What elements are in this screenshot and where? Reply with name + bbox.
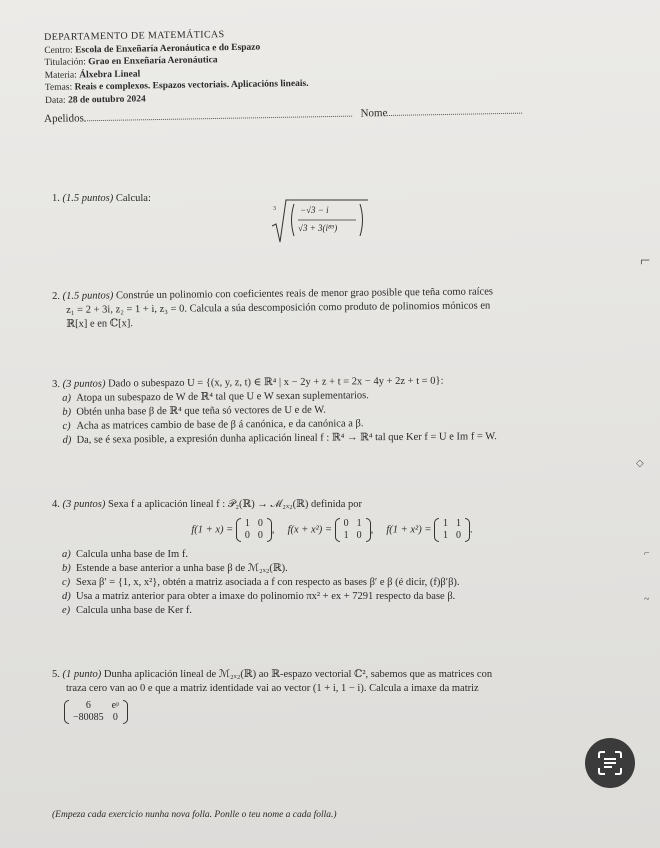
document-scan-button[interactable]	[585, 738, 635, 788]
date: 28 de outubro 2024	[67, 93, 146, 106]
fraction-denominator: √3 + 3(i⁸⁹)	[298, 223, 338, 233]
margin-mark: ~	[644, 594, 650, 605]
matrix-f2: 0 1 1 0	[335, 518, 371, 542]
problem-3-item-b: b) Obtén unha base β de ℝ⁴ que teña só vectores de U e de W.	[62, 404, 326, 418]
name-fields	[44, 103, 564, 125]
date-line: Data: 28 de outubro 2024	[44, 93, 146, 106]
subject: Álxebra Lineal	[79, 68, 141, 80]
footer-note: (Empeza cada exercicio nunha nova folla. Ponlle o teu nome a cada folla.)	[52, 810, 337, 820]
definition-equations: f(1 + x) = 1 0 0 0 , f(x + x²) = 0 1 1 0 , f(1 + x²) = 1 1 1 0 .	[191, 518, 473, 541]
problem-3: 3. (3 puntos) Dado o subespazo U = {(x, y, z, t) ∈ ℝ⁴ | x − 2y + z + t = 2x − 4y + 2z + t = 0}: a) Atopa un subespazo de W de ℝ⁴ tal que U e W sexan suplementarios. b) Obtén unha base β de ℝ⁴ que teña só vectores de U e de W. c) Acha as matrices cambio de base de β á canónica, e da canónica a β. d) Da, se é sexa posible, a expresión dunha aplicación lineal f : ℝ⁴ → ℝ⁴ tal que Ker f = U e Im f = W.	[52, 373, 613, 448]
problem-2: 2. (1.5 puntos) Constrúe un polinomio con coeficientes reais de menor grao posible que teña como raíces z₁ = 2 + 3i, z₂ = 1 + i, z₃ = 0. Calcula a súa descomposición como produto de polinomios mónicos en ℝ[x] e en ℂ[x].	[52, 286, 493, 330]
problem-4-item-d: d) Usa a matriz anterior para obter a imaxe do polinomio πx² + ex + 7291 respecto da base β.	[62, 591, 456, 602]
radical-index: 3	[273, 206, 276, 212]
degree: Grao en Enxeñaría Aeronáutica	[88, 55, 218, 68]
problem-3-item-c: c) Acha as matrices cambio de base de β á canónica, e da canónica a β.	[62, 418, 364, 432]
problem-4: 4. (3 puntos) Sexa f a aplicación lineal f : 𝒫₂(ℝ) → ℳ₂ₓ₂(ℝ) definida por f(1 + x) = 1 0 0 0 , f(x + x²) = 0 1 1 0 , f(1 + x²) = 1 1 1 0 . a) Calcula unha base de Im f. b) Estende a base anterior a unha base β de ℳ₂ₓ₂(ℝ). c) Sexa β′ = {1, x, x²}, obtén a matriz asociada a f con respecto as bases β′ e β (é dicir, (f)β′β). d) Usa a matriz anterior para obter a imaxe do polinomio πx² + ex + 7291 respecto da base β. e) Calcula unha base de Ker f.	[52, 498, 612, 618]
document-scan-icon	[597, 750, 623, 776]
radical-sign	[270, 196, 370, 244]
exam-header	[44, 28, 309, 107]
name-label: Nome	[360, 107, 388, 120]
center-line: Centro: Escola de Enxeñaría Aeronáutica e do Espazo	[44, 42, 261, 56]
margin-mark: ⌐	[644, 548, 650, 559]
margin-mark: ⌐	[640, 250, 651, 270]
problem-4-item-a: a) Calcula unha base de Im f.	[62, 549, 188, 560]
problem-1: 1. (1.5 puntos) Calcula:	[52, 193, 151, 204]
problem-4-item-b: b) Estende a base anterior a unha base β de ℳ₂ₓ₂(ℝ).	[62, 563, 288, 574]
matrix-f3: 1 1 1 0	[434, 518, 470, 542]
matrix-f1: 1 0 0 0	[236, 518, 272, 542]
fraction-numerator: −√3 − i	[300, 205, 329, 215]
problem-3-item-d: d) Da, se é sexa posible, a expresión dunha aplicación lineal f : ℝ⁴ → ℝ⁴ tal que Ker f = U e Im f = W.	[62, 431, 497, 446]
surnames-line	[84, 107, 352, 122]
cube-root-expression	[270, 196, 370, 244]
name-line	[387, 104, 522, 116]
degree-line: Titulación: Grao en Enxeñaría Aeronáutica	[44, 55, 218, 68]
topics-line: Temas: Reais e complexos. Espazos vectoriais. Aplicacións lineais.	[44, 78, 309, 93]
surnames-label: Apelidos	[44, 112, 84, 125]
department: DEPARTAMENTO DE MATEMÁTICAS	[44, 29, 225, 43]
problem-4-item-c: c) Sexa β′ = {1, x, x²}, obtén a matriz asociada a f con respecto as bases β′ e β (é dicir, (f)β′β).	[62, 577, 460, 588]
problem-3-item-a: a) Atopa un subespazo de W de ℝ⁴ tal que U e W sexan suplementarios.	[62, 390, 369, 404]
subject-line: Materia: Álxebra Lineal	[44, 68, 141, 81]
center: Escola de Enxeñaría Aeronáutica e do Espazo	[75, 42, 261, 56]
topics: Reais e complexos. Espazos vectoriais. Aplicacións lineais.	[74, 78, 309, 93]
problem-5: 5. (1 punto) Dunha aplicación lineal de ℳ₂ₓ₂(ℝ) ao ℝ-espazo vectorial ℂ², sabemos que as matrices con traza cero van ao 0 e que a matriz identidade vai ao vector (1 + i, 1 − i). Calcula a imaxe da matriz 6 eᵖ −80085 0	[52, 669, 493, 723]
matrix-query: 6 eᵖ −80085 0	[64, 700, 128, 724]
margin-mark: ◇	[636, 458, 644, 469]
problem-4-item-e: e) Calcula unha base de Ker f.	[62, 605, 193, 616]
